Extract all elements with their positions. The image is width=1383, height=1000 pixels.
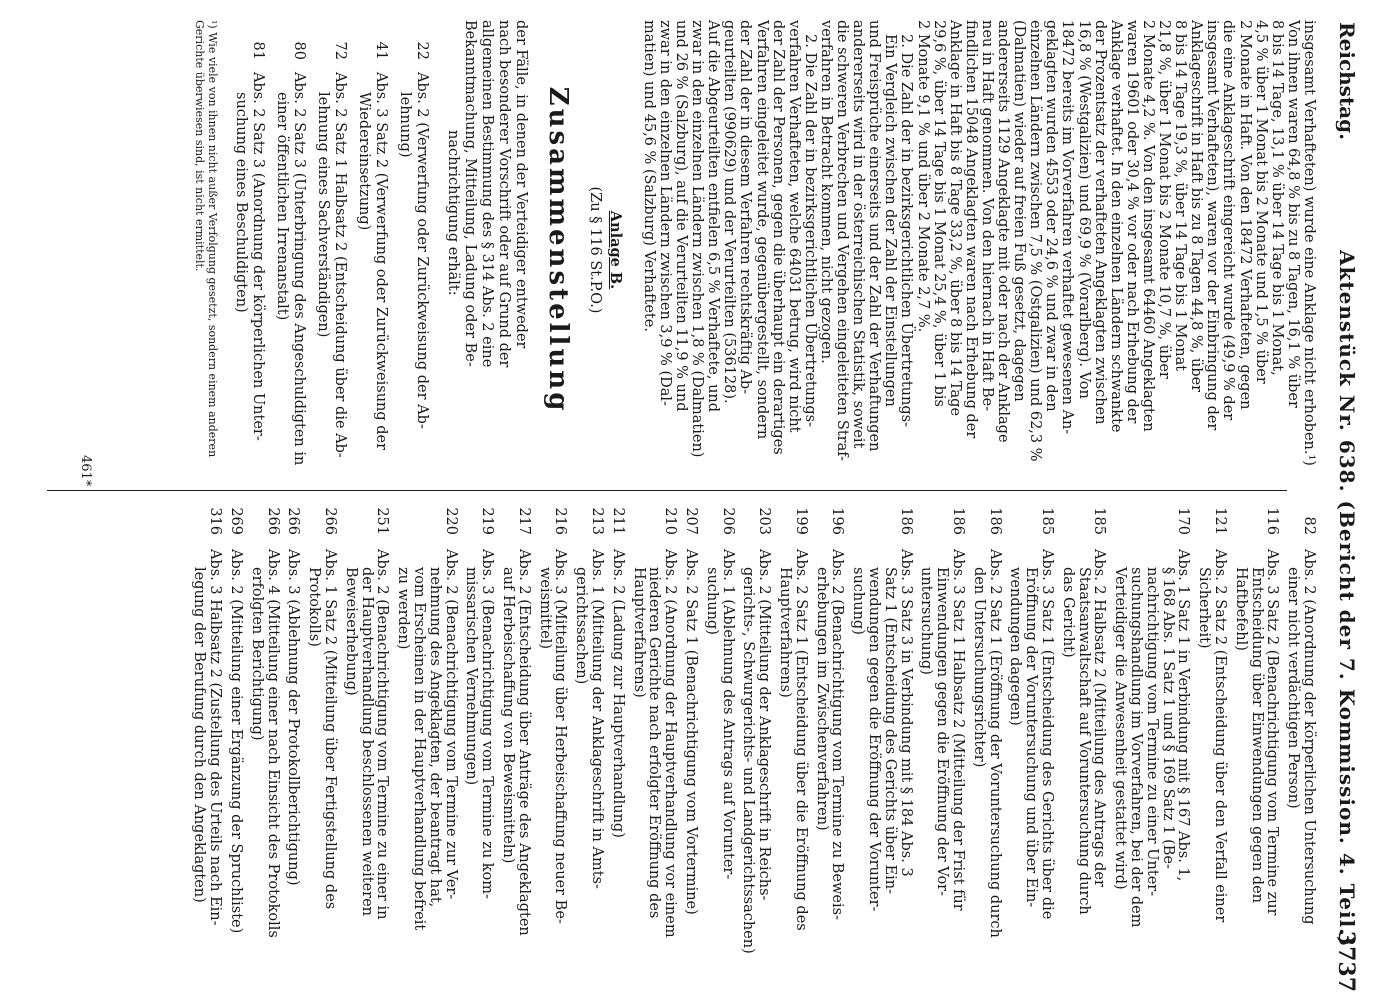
entry-text-line: suchung) bbox=[703, 567, 720, 635]
section-number: 41 bbox=[372, 41, 389, 60]
anlage-title: Anlage B. bbox=[606, 210, 624, 290]
entry-text-line: einer nicht verdächtigen Person) bbox=[1285, 567, 1302, 809]
section-number: 186 bbox=[986, 507, 1003, 535]
section-number: 213 bbox=[589, 507, 605, 535]
report-text-line: 8 bis 14 Tage 19,3 %, über 14 Tage bis 1 Monat bbox=[1172, 20, 1189, 372]
section-number: 185 bbox=[1039, 507, 1055, 535]
entry-text-line: Hauptverfahrens) bbox=[630, 567, 647, 698]
report-text-line: und Freisprüche einerseits und der Zahl der Verhaftungen bbox=[866, 20, 883, 452]
report-text-line: (Dalmatien) wieder auf freien Fuß gesetzt, dagegen bbox=[1011, 20, 1028, 402]
entry-text-line: nachrichtigung vom Termine zu einer Unter- bbox=[1143, 567, 1160, 897]
entry-text-line: Abs. 3 Satz 1 (Entscheidung des Gerichts über die bbox=[1039, 549, 1055, 920]
entry-text-line: Abs. 3 (Mitteilung über Herbeischaffung neuer Be- bbox=[552, 549, 569, 924]
report-text-line: neu in Haft genommen. Von den hiernach in Haft Be- bbox=[979, 20, 995, 412]
section-number: 116 bbox=[1264, 507, 1281, 535]
entry-text-line: Haftbefehl) bbox=[1232, 567, 1249, 651]
entry-text-line: Abs. 2 (Benachrichtigung vom Termine zu einer in bbox=[374, 549, 391, 920]
section-number: 170 bbox=[1175, 507, 1192, 535]
entry-text-line: Abs. 1 Satz 2 (Mitteilung über Fertigstellung des bbox=[322, 549, 338, 910]
entry-text-line: wendungen dagegen) bbox=[1007, 567, 1024, 726]
section-number: 196 bbox=[829, 507, 846, 535]
entry-text-line: Satz 1 (Entscheidung des Gerichts über Ein- bbox=[881, 567, 898, 895]
section-number: 203 bbox=[756, 507, 773, 535]
report-text-line: geklagten wurden 4553 oder 24,6 % und zwar in den bbox=[1043, 20, 1060, 412]
left-column bbox=[87, 20, 1317, 485]
entry-text-line: Einwendungen gegen die Eröffnung der Vor- bbox=[934, 567, 951, 897]
entry-text-line: das Gericht) bbox=[1059, 567, 1076, 658]
report-text-line: matien) und 45,6 % (Salzburg) Verhaftete. bbox=[640, 20, 657, 332]
section-number: 266 bbox=[264, 507, 281, 535]
footnote: ¹) Wie viele von ihnen nicht außer Verfolgung gesetzt, sondern einem anderen Gerichte überwiesen sind, ist nicht ermittelt. bbox=[192, 20, 219, 458]
entry-text-line: gerichtssachen) bbox=[573, 567, 590, 685]
section-number: 210 bbox=[662, 507, 679, 535]
section-number: 251 bbox=[374, 507, 391, 535]
entry-text-line: Abs. 2 (Mitteilung der Anklageschrift in Reichs- bbox=[756, 549, 773, 901]
right-column bbox=[87, 505, 1317, 975]
entry-text-line: der Hauptverhandlung beschlossenen weiteren bbox=[358, 567, 375, 917]
report-text-line: 8 bis 14 Tage, 13,1 % über 14 Tage bis 1 Monat, bbox=[1268, 20, 1285, 376]
report-text-line: insgesamt Verhafteten), waren vor der Einbringung der bbox=[1204, 20, 1221, 431]
entry-text-line: Abs. 2 Satz 3 (Anordnung der körperlichen Unter- bbox=[249, 72, 266, 441]
entry-text-line: Abs. 2 Satz 3 (Unterbringung des Angeschuldigten in bbox=[290, 72, 307, 466]
entry-text-line: auf Herbeischaffung von Beweismitteln) bbox=[500, 567, 516, 864]
report-text-line: 4,5 % über 1 Monat bis 2 Monate und 1,5 % über bbox=[1252, 20, 1269, 384]
entry-text-line: Abs. 4 (Mitteilung einer nach Einsicht des Protokolls bbox=[264, 549, 281, 938]
entry-text-line: Sicherheit) bbox=[1196, 567, 1213, 649]
entry-text-line: Abs. 2 Satz 1 (Eröffnung der Voruntersuchung durch bbox=[986, 549, 1003, 938]
entry-text-line: Abs. 3 (Ablehnung der Protokollberichtigung) bbox=[285, 549, 302, 886]
entry-text-line: Abs. 3 Satz 2 (Verwerfung oder Zurückweisung der bbox=[372, 72, 389, 451]
section-number: 266 bbox=[285, 507, 302, 535]
section-number: 266 bbox=[322, 507, 338, 535]
entry-text-line: Abs. 2 (Ladung zur Hauptverhandlung) bbox=[609, 549, 626, 838]
entry-text-line: Abs. 2 Satz 1 (Entscheidung über die Eröffnung des bbox=[792, 549, 809, 931]
header-left: Reichstag. bbox=[1335, 22, 1359, 141]
entry-text-line: Staatsanwaltschaft auf Voruntersuchung durch bbox=[1075, 567, 1092, 915]
entry-text-line: untersuchung) bbox=[918, 567, 935, 675]
intro-text-line: nachrichtigung erhält: bbox=[444, 130, 461, 296]
entry-text-line: Abs. 2 (Anordnung der Hauptverhandlung vor einem bbox=[662, 549, 679, 938]
report-text-line: 2 Monate 9,1 % und über 2 Monate 2,7 %. bbox=[914, 20, 931, 333]
entry-text-line: Abs. 2 (Benachrichtigung vom Termine zu Beweis- bbox=[829, 549, 846, 920]
anlage-reference: (Zu § 116 St.P.O.) bbox=[586, 186, 603, 314]
report-text-line: die schweren Verbrechen und Vergehen eingeleiteten Straf- bbox=[834, 20, 851, 461]
entry-text-line: den Untersuchungsrichter) bbox=[970, 567, 987, 768]
report-text-line: verfahren in Betracht kommen, nicht gezogen. bbox=[818, 20, 834, 364]
intro-text-line: der Fälle, in denen der Verteidiger entweder bbox=[512, 20, 529, 349]
section-number: 82 bbox=[1301, 516, 1317, 535]
report-text-line: verfahren Verhafteten, welche 64031 betrug, wird nicht bbox=[785, 20, 802, 433]
section-number: 185 bbox=[1091, 507, 1108, 535]
entry-text-line: Abs. 2 (Benachrichtigung vom Termine zur Ver- bbox=[442, 549, 459, 900]
section-number: 207 bbox=[683, 507, 699, 535]
report-text-line: 29,6 %, über 14 Tage bis 1 Monat 25,4 %, über 1 bis bbox=[930, 20, 947, 407]
report-text-line: einzelnen Ländern zwischen 7,5 % (Ostgalizien) und 62,3 % bbox=[1027, 20, 1044, 462]
entry-text-line: suchung eines Beschuldigten) bbox=[233, 92, 250, 313]
entry-text-line: Hauptverfahrens) bbox=[777, 567, 793, 698]
report-text-line: 21,8 %, über 1 Monat bis 2 Monate 10,7 %, über bbox=[1156, 20, 1173, 379]
report-text-line: 2 Monate in Haft. Von den 18472 Verhafteten, gegen bbox=[1236, 20, 1253, 410]
entry-text-line: weismittel) bbox=[536, 567, 553, 649]
section-number: 72 bbox=[331, 41, 348, 60]
entry-text-line: Abs. 3 Satz 2 (Benachrichtigung vom Termine zur bbox=[1264, 549, 1281, 916]
report-text-line: der Zahl der in diesem Verfahren rechtskräftig Ab- bbox=[737, 20, 754, 395]
section-number: 220 bbox=[442, 507, 459, 535]
entry-text-line: § 168 Abs. 1 Satz 1 und § 169 Satz 1 (Be- bbox=[1159, 567, 1176, 869]
entry-text-line: gerichts-, Schwurgerichts- und Landgerichtssachen) bbox=[740, 567, 757, 954]
entry-text-line: nehmung des Angeklagten, der beantragt hat, bbox=[426, 567, 443, 908]
report-text-line: zwar in den einzelnen Ländern zwischen 3,9 % (Dal- bbox=[657, 20, 673, 406]
entry-text-line: Abs. 1 (Ablehnung des Antrags auf Vorunter- bbox=[719, 549, 736, 880]
section-number: 22 bbox=[413, 41, 430, 60]
entry-text-line: Abs. 2 (Verwerfung oder Zurückweisung der Ab- bbox=[413, 72, 430, 429]
entry-text-line: Abs. 2 (Anordnung der körperlichen Untersuchung bbox=[1301, 549, 1317, 925]
section-number: 269 bbox=[228, 507, 244, 535]
entry-text-line: Abs. 3 Satz 1 Halbsatz 2 (Mitteilung der Frist für bbox=[950, 549, 966, 911]
column-divider bbox=[47, 490, 1287, 491]
report-text-line: 18472 bereits im Vorverfahren verhaftet gewesenen An- bbox=[1059, 20, 1076, 435]
entry-text-line: Abs. 2 Halbsatz 2 (Mitteilung des Antrags der bbox=[1091, 549, 1108, 887]
sheet-signature: 461* bbox=[78, 455, 93, 487]
report-text-line: Ein Vergleich zwischen der Zahl der Einstellungen bbox=[882, 34, 899, 407]
entry-text-line: erfolgten Berichtigung) bbox=[248, 567, 265, 741]
section-number: 211 bbox=[609, 507, 626, 535]
entry-text-line: lehnung) bbox=[397, 92, 414, 158]
entry-text-line: suchungshandlung im Vorverfahren, bei der dem bbox=[1128, 567, 1144, 928]
report-text-line: 2. Die Zahl der in bezirksgerichtlichen Übertretungs- bbox=[801, 34, 818, 427]
entry-text-line: Wiedereinsetzung) bbox=[356, 92, 373, 231]
entry-text-line: Protokolls) bbox=[306, 567, 323, 647]
report-text-line: der Zahl der Personen, gegen die überhaupt ein derartiges bbox=[769, 20, 786, 455]
entry-text-line: Abs. 2 (Mitteilung einer Ergänzung der Spruchliste) bbox=[228, 549, 244, 934]
report-text-line: der Prozentsatz der verhafteten Angeklagten zwischen bbox=[1091, 20, 1108, 425]
report-text-line: Anklage in Haft bis 8 Tage 33,2 %, über 8 bis 14 Tage bbox=[946, 20, 963, 417]
entry-text-line: Beweiserhebung) bbox=[342, 567, 359, 696]
report-text-line: 16,8 % (Westgalizien) und 69,9 % (Vorarlberg). Von bbox=[1075, 20, 1092, 399]
report-text-line: insgesamt Verhafteten) wurde eine Anklage nicht erhoben.¹) bbox=[1301, 20, 1317, 466]
report-text-line: und 26 % (Salzburg), auf die Verurteilten 11,9 % und bbox=[673, 20, 690, 412]
section-number: 217 bbox=[515, 507, 532, 535]
entry-text-line: Abs. 3 Satz 3 in Verbindung mit § 184 Abs. 3 bbox=[897, 549, 914, 877]
section-number: 199 bbox=[792, 507, 809, 535]
report-text-line: zwar in den einzelnen Ländern zwischen 1,8 % (Dalmatien) bbox=[689, 20, 706, 458]
section-number: 186 bbox=[950, 507, 966, 535]
report-text-line: waren 19601 oder 30,4 % vor oder nach Erhebung der bbox=[1123, 20, 1140, 424]
report-text-line: Verfahren eingeleitet wurde, gegenübergestellt, sondern bbox=[753, 20, 770, 440]
running-head bbox=[1331, 0, 1361, 1000]
report-text-line: Auf die Abgeurteilten entfielen 6,5 % Verhaftete, und bbox=[705, 20, 722, 413]
intro-text-line: allgemeinen Bestimmung des § 314 Abs. 2 eine bbox=[478, 20, 495, 368]
report-text-line: geurteilten (990629) und der Verurteilten (536128). bbox=[721, 20, 738, 404]
entry-text-line: einer öffentlichen Irrenanstalt) bbox=[274, 92, 291, 321]
section-number: 80 bbox=[290, 41, 307, 60]
entry-text-line: Abs. 3 (Benachrichtigung vom Termine zu kom- bbox=[479, 549, 496, 899]
report-text-line: Von ihnen waren 64,8 % bis zu 8 Tagen, 16,1 % über bbox=[1284, 20, 1301, 408]
entry-text-line: niederen Gerichte nach erfolgter Eröffnung des bbox=[646, 567, 663, 919]
intro-text-line: Bekanntmachung, Mitteilung, Ladung oder Be- bbox=[461, 20, 478, 367]
entry-text-line: Abs. 2 (Entscheidung über Anträge des Angeklagten bbox=[515, 549, 532, 936]
report-text-line: 2. Die Zahl der in bezirksgerichtlichen Übertretungs- bbox=[898, 34, 915, 427]
entry-text-line: Eröffnung der Voruntersuchung und über Ein- bbox=[1023, 567, 1040, 908]
entry-text-line: Entscheidung über Einwendungen gegen den bbox=[1248, 567, 1265, 903]
entry-text-line: erhebungen im Zwischenverfahren) bbox=[813, 567, 830, 831]
report-text-line: findlichen 15048 Angeklagten waren nach Erhebung der bbox=[962, 20, 979, 439]
entry-text-line: Abs. 3 Halbsatz 2 (Zustellung des Urteils nach Ein- bbox=[207, 549, 224, 926]
entry-text-line: vom Erscheinen in der Hauptverhandlung befreit bbox=[411, 567, 427, 931]
section-number: 206 bbox=[719, 507, 736, 535]
entry-text-line: wendungen gegen die Eröffnung der Vorunter- bbox=[866, 567, 882, 912]
entry-text-line: lehnung eines Sachverständigen) bbox=[315, 92, 332, 338]
section-number: 121 bbox=[1212, 507, 1228, 535]
section-number: 216 bbox=[552, 507, 569, 535]
report-text-line: Anklage verhaftet. In den einzelnen Ländern schwankte bbox=[1107, 20, 1124, 433]
section-number: 316 bbox=[207, 507, 224, 535]
entry-text-line: zu werden) bbox=[395, 567, 412, 650]
report-text-line: Anklageschrift in Haft bis zu 8 Tagen 44,8 %, über bbox=[1188, 20, 1205, 393]
page-number: 3737 bbox=[1333, 930, 1359, 992]
section-heading: Zusammenstellung bbox=[542, 86, 573, 414]
entry-text-line: Abs. 2 Satz 1 Halbsatz 2 (Entscheidung über die Ab- bbox=[331, 72, 348, 458]
entry-text-line: suchung) bbox=[850, 567, 867, 635]
section-number: 186 bbox=[897, 507, 914, 535]
entry-text-line: missarischen Vernehmungen) bbox=[463, 567, 480, 786]
intro-text-line: nach besonderer Vorschrift oder auf Grund der bbox=[495, 20, 512, 368]
section-number: 219 bbox=[479, 507, 496, 535]
report-text-line: andererseits wird in der österreichischen Statistik, soweit bbox=[850, 20, 867, 449]
entry-text-line: Abs. 2 Satz 1 (Benachrichtigung vom Vortermine) bbox=[683, 549, 699, 915]
entry-text-line: Abs. 1 (Mitteilung der Anklageschrift in Amts- bbox=[589, 549, 605, 889]
header-center: Aktenstück Nr. 638. (Bericht der 7. Kommission. 4. Teil.) bbox=[1335, 250, 1359, 947]
section-number: 81 bbox=[249, 41, 266, 60]
report-text-line: die eine Anklageschrift eingereicht wurde (49,9 % der bbox=[1220, 20, 1237, 421]
report-text-line: andererseits 1129 Angeklagte mit oder nach der Anklage bbox=[995, 20, 1012, 443]
report-text-line: 2 Monate 4,2 %. Von den insgesamt 64460 Angeklagten bbox=[1140, 20, 1156, 432]
entry-text-line: Abs. 1 Satz 1 in Verbindung mit § 167 Abs. 1, bbox=[1175, 549, 1192, 882]
entry-text-line: Verteidiger die Anwesenheit gestattet wird) bbox=[1112, 567, 1129, 890]
entry-text-line: Abs. 2 Satz 2 (Entscheidung über den Verfall einer bbox=[1212, 549, 1228, 923]
entry-text-line: legung der Berufung durch den Angeklagten) bbox=[191, 567, 208, 903]
